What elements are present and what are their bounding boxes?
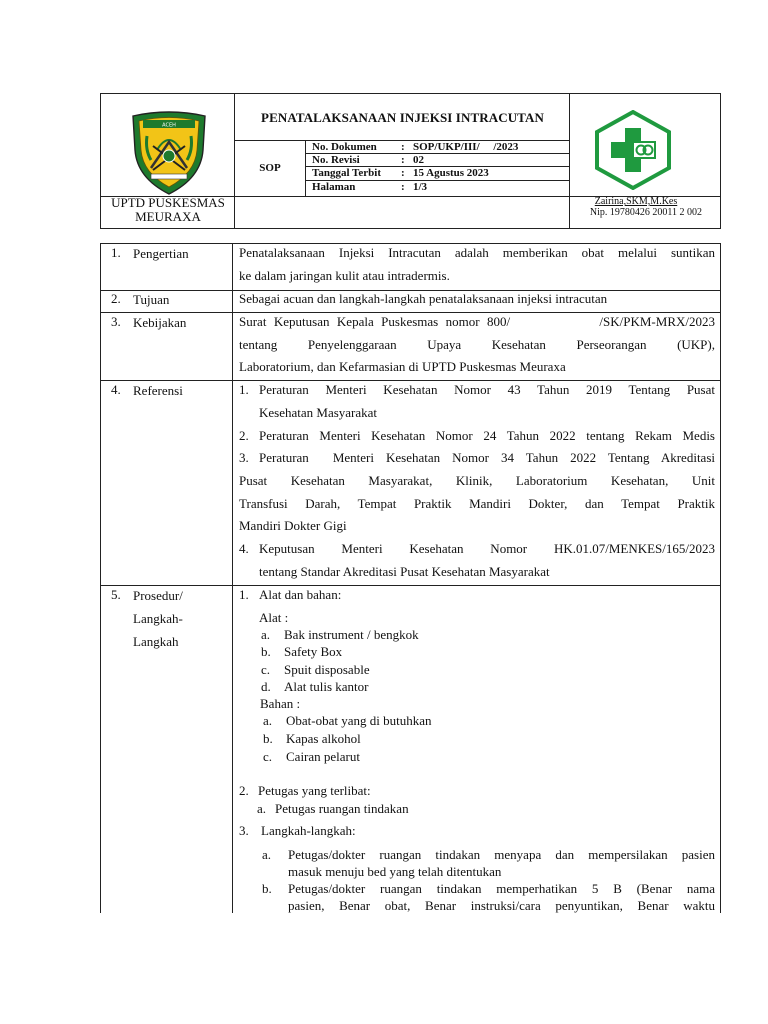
langkah-item-text xyxy=(288,846,715,880)
list-text xyxy=(259,379,715,424)
organization-name xyxy=(103,196,233,224)
section-number: 4. xyxy=(111,382,121,397)
kebijakan-text xyxy=(239,311,715,379)
document-title: PENATALAKSANAAN INJEKSI INTRACUTAN xyxy=(261,110,544,125)
aceh-emblem-icon xyxy=(127,110,211,196)
langkah-line: pasien, Benar obat, Benar instruksi/cara penyuntikan, Benar waktu xyxy=(288,898,715,913)
signer-name: Zairina,SKM,M.Kes xyxy=(594,196,678,207)
section-label-prosedur xyxy=(133,584,183,653)
meta-key: No. Dokumen xyxy=(312,141,377,153)
list-line: Transfusi Darah, Tempat Praktik Mandiri Dokter, dan Tempat Praktik xyxy=(239,495,715,511)
meta-key: Tanggal Terbit xyxy=(312,167,381,179)
kebijakan-line: tentang Penyelenggaraan Upaya Kesehatan Perseorangan (UKP), xyxy=(239,336,715,352)
alat-item-letter: c. xyxy=(261,662,271,677)
signer-nip: Nip. 19780426 20011 2 002 xyxy=(589,207,703,218)
meta-value: 1/3 xyxy=(413,181,428,193)
meta-key: Halaman xyxy=(312,181,356,193)
section-label-pengertian: Pengertian xyxy=(133,246,189,261)
list-number: 4. xyxy=(239,541,249,556)
list-line: Peraturan Menteri Kesehatan Nomor 43 Tahun 2019 Tentang Pusat xyxy=(259,382,715,397)
puskesmas-logo-icon xyxy=(581,110,685,190)
alat-bahan-title: Alat dan bahan: xyxy=(259,587,342,602)
meta-colon: : xyxy=(401,154,405,166)
bahan-title: Bahan : xyxy=(260,696,301,711)
meta-value: SOP/UKP/III/ /2023 xyxy=(413,141,519,153)
tujuan-text: Sebagai acuan dan langkah-langkah penatalaksanaan injeksi intracutan xyxy=(239,291,608,306)
alat-item-letter: b. xyxy=(261,644,271,659)
bahan-item-letter: c. xyxy=(263,749,273,764)
petugas-title: Petugas yang terlibat: xyxy=(258,783,371,798)
list-line: Peraturan Menteri Kesehatan Nomor 24 Tahun 2022 tentang Rekam Medis xyxy=(259,428,715,443)
section-number: 5. xyxy=(111,587,121,602)
section-label-tujuan: Tujuan xyxy=(133,292,170,307)
section-number: 3. xyxy=(111,314,121,329)
meta-value: 15 Agustus 2023 xyxy=(413,167,489,179)
document-header xyxy=(100,93,721,229)
list-text xyxy=(259,447,715,470)
pengertian-line: Penatalaksanaan Injeksi Intracutan adalah memberikan obat melalui suntikan xyxy=(239,245,715,260)
section-label-line: Langkah xyxy=(133,634,179,649)
petugas-number: 2. xyxy=(239,783,249,798)
bahan-item-text: Cairan pelarut xyxy=(286,749,360,764)
meta-row-no-revisi xyxy=(312,154,570,167)
meta-colon: : xyxy=(401,141,405,153)
meta-row-halaman xyxy=(312,181,570,194)
bahan-item-text: Obat-obat yang di butuhkan xyxy=(286,713,432,728)
list-text xyxy=(239,470,715,538)
alat-title: Alat : xyxy=(259,610,289,625)
section-label-line: Langkah- xyxy=(133,611,183,626)
alat-item-text: Spuit disposable xyxy=(284,662,370,677)
meta-key: No. Revisi xyxy=(312,154,360,166)
list-line: tentang Standar Akreditasi Pusat Kesehatan Masyarakat xyxy=(259,563,550,579)
langkah-item-letter: b. xyxy=(262,881,272,896)
sop-content-table xyxy=(100,243,721,913)
alat-item-letter: a. xyxy=(261,627,271,642)
list-line: Keputusan Menteri Kesehatan Nomor HK.01.07/MENKES/165/2023 xyxy=(259,541,715,556)
petugas-item-text: Petugas ruangan tindakan xyxy=(275,801,409,816)
organization-name-line2: MEURAXA xyxy=(135,209,201,224)
bahan-item-text: Kapas alkohol xyxy=(286,731,361,746)
alat-bahan-number: 1. xyxy=(239,587,249,602)
alat-item-text: Bak instrument / bengkok xyxy=(284,627,419,642)
list-line: Pusat Kesehatan Masyarakat, Klinik, Laboratorium Kesehatan, Unit xyxy=(239,473,715,488)
meta-row-no-dokumen xyxy=(312,141,570,154)
pengertian-text xyxy=(239,243,715,287)
organization-name-line1: UPTD PUSKESMAS xyxy=(111,195,225,210)
list-line: Peraturan Menteri Kesehatan Nomor 34 Tahun 2022 Tentang Akreditasi xyxy=(259,450,715,465)
list-line: Kesehatan Masyarakat xyxy=(259,404,378,420)
list-text xyxy=(259,538,715,583)
section-label-kebijakan: Kebijakan xyxy=(133,315,187,330)
meta-row-tanggal-terbit xyxy=(312,167,570,180)
meta-colon: : xyxy=(401,167,405,179)
pengertian-line: ke dalam jaringan kulit atau intradermis. xyxy=(239,267,450,283)
meta-value: 02 xyxy=(413,154,424,166)
langkah-item-letter: a. xyxy=(262,847,272,862)
list-number: 2. xyxy=(239,428,249,443)
langkah-number: 3. xyxy=(239,823,249,838)
sop-label: SOP xyxy=(259,162,281,174)
bahan-item-letter: b. xyxy=(263,731,273,746)
list-text xyxy=(259,425,715,448)
section-label-line: Prosedur/ xyxy=(133,588,183,603)
langkah-item-text xyxy=(288,880,715,913)
section-label-referensi: Referensi xyxy=(133,383,183,398)
langkah-line: Petugas/dokter ruangan tindakan menyapa dan mempersilakan pasien xyxy=(288,847,715,862)
alat-item-letter: d. xyxy=(261,679,271,694)
bahan-item-letter: a. xyxy=(263,713,273,728)
kebijakan-line: Surat Keputusan Kepala Puskesmas nomor 800/ /SK/PKM-MRX/2023 xyxy=(239,314,715,329)
list-number: 1. xyxy=(239,382,249,397)
meta-colon: : xyxy=(401,181,405,193)
langkah-line: Petugas/dokter ruangan tindakan memperhatikan 5 B (Benar nama xyxy=(288,881,715,896)
section-number: 2. xyxy=(111,291,121,306)
petugas-item-letter: a. xyxy=(257,801,267,816)
langkah-title: Langkah-langkah: xyxy=(261,823,356,838)
langkah-line: masuk menuju bed yang telah ditentukan xyxy=(288,864,502,879)
alat-item-text: Alat tulis kantor xyxy=(284,679,369,694)
kebijakan-line: Laboratorium, dan Kefarmasian di UPTD Puskesmas Meuraxa xyxy=(239,359,566,375)
list-number: 3. xyxy=(239,450,249,465)
section-number: 1. xyxy=(111,245,121,260)
alat-item-text: Safety Box xyxy=(284,644,343,659)
list-line: Mandiri Dokter Gigi xyxy=(239,518,347,534)
svg-text:ACEH: ACEH xyxy=(162,122,176,129)
